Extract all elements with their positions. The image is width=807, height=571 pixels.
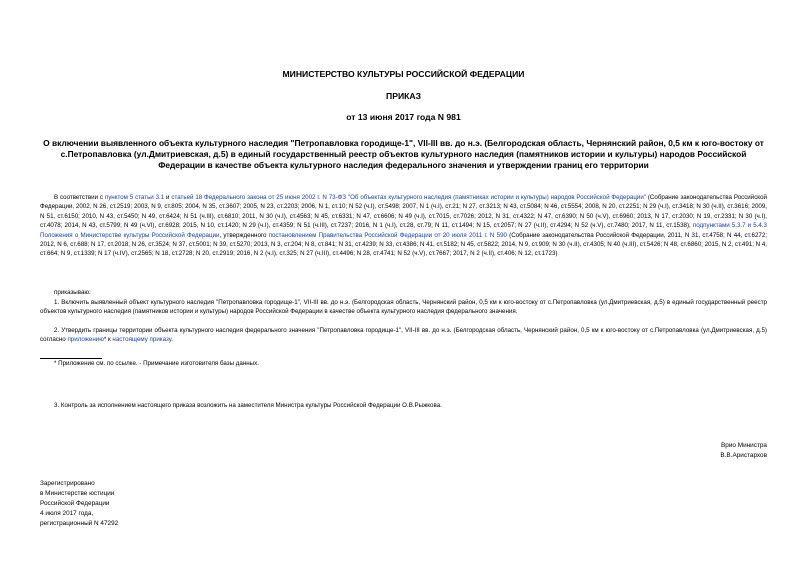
registration-line: Зарегистрировано [40,480,95,487]
signature-position: Врио Министра [721,442,767,449]
link-appendix[interactable]: приложению [67,336,104,344]
item-2-text-3: . [171,336,173,344]
ministry-heading: МИНИСТЕРСТВО КУЛЬТУРЫ РОССИЙСКОЙ ФЕДЕРАЦИИ [282,69,525,79]
preamble-text-3: (Собрание законодательства Российской Федерации, 2002, N 26, ст.2519; 2003, N 9, ст.805; 2004, N 35, ст.3607; 2005, N 23, ст.2203; 2006, N 1, ст.10; N 52 (ч.I), ст.5498; 2007, N 1 (ч.I), ст.21; N 27, ст.3213; N 43, ст.5084; N 46, ст.5554; 2008, N 20, ст.2251; N 29 (ч.I), ст.3418; N 30 (ч.II), ст.3616; 2009, N 51, ст.6150; 2010, N 43, ст.5450; N 49, ст.6424; N 51 (ч.III), ст.6810; 2011, N 30 (ч.I), ст.4563; N 45, ст.6331; N 47, ст.6606; N 49 (ч.I), ст.7015, ст.7026; 2012, N 31, ст.4322; N 47, ст.6390; N 50 (ч.V), ст.6960; 2013, N 17, ст.2030; N 19, ст.2331; N 30 (ч.I), ст.4078; 2014, N 43, ст.5799; N 49 (ч.VI), ст.6928; 2015, N 10, ст.1420; N 29 (ч.I), ст.4359; N 51 (ч.III), ст.7237; 2016, N 1 (ч.I), ст.28, ст.79; N 11, ст.1494; N 15, ст.2057; N 27 (ч.II), ст.4294; N 52 (ч.V), ст.7480; 2017, N 11, ст.1538), [40,194,767,230]
document-type: ПРИКАЗ [386,91,421,101]
registration-line: в Министерстве юстиции [40,490,115,497]
preamble-text-2: и [164,194,172,201]
item-2-text-2: * к [103,336,113,344]
preamble-text-5: (Собрание законодательства Российской Федерации, 2011, N 31, ст.4758; N 44, ст.6272; 2012, N 6, ст.688; N 17, ст.2018; N 26, ст.3524; N 37, ст.5001; N 39, ст.5270; 2013, N 3, ст.204; N 8, ст.841; N 31, ст.4239; N 33, ст.4386; N 41, ст.5182; N 45, ст.5822; 2014, N 9, ст.909; N 30 (ч.II), ст.4305; N 40 (ч.III), ст.5426; N 48, ст.6860; 2015, N 2, ст.491; N 4, ст.664; N 9, ст.1339; N 17 (ч.IV), ст.2565; N 18, ст.2728; N 20, ст.2919; 2016, N 2 (ч.I), ст.325; N 27 (ч.III), ст.4496; N 28, ст.4741; N 52 (ч.V), ст.7667; 2017, N 2 (ч.II), ст.406; N 12, ст.1723) [40,231,768,258]
registration-block [40,479,118,529]
registration-line: 4 июля 2017 года, [40,510,94,517]
document-title: О включении выявленного объекта культурного наследия "Петропавловка городище-1", VII-III вв. до н.э. (Белгородская область, Чернянский район, 0,5 км к юго-востоку от с.Петропавловка (ул.Дмитриевская, д.5) в единый государственный реестр объектов культурного наследия (памятников истории и культуры) народов Российской Федерации в качестве объекта культурного наследия федерального значения и утверждении границ его территории [43,138,764,171]
item-3 [40,401,767,410]
link-federal-law-73[interactable]: статьей 18 Федерального закона от 25 июня 2002 г. N 73-ФЗ "Об объектах культурного наследия (памятниках истории и культуры) народов Российской Федерации" [171,194,647,201]
item-1-text: 1. Включить выявленный объект культурного наследия "Петропавловка городище-1", VII-III вв. до н.э. (Белгородская область, Чернянский район, 0,5 км к юго-востоку от с.Петропавловка (ул.Дмитриевская, д.5) в единый государственный реестр объектов культурного наследия (памятников истории и культуры) народов Российской Федерации в качестве объекта культурного наследия федерального значения. [40,299,767,316]
preamble-paragraph [40,193,767,259]
preamble-text-1: В соответствии с [54,194,105,201]
document-date-number: от 13 июня 2017 года N 981 [346,112,461,122]
footnote [40,359,767,368]
preamble-text-4: , утвержденного [219,231,269,239]
item-2 [40,326,767,345]
item-3-text: 3. Контроль за исполнением настоящего приказа возложить на заместителя Министра культуры Российской Федерации О.В.Рыжкова. [54,402,442,409]
item-2-text-1: 2. Утвердить границы территории объекта культурного наследия федерального значения "Петропавловка городище-1", VII-III вв. до н.э. (Белгородская область, Чернянский район, 0,5 км к юго-востоку от с.Петропавловка (ул.Дмитриевская, д.5) согласно [40,327,767,344]
link-this-order[interactable]: настоящему приказу [112,336,172,344]
link-article-3-1[interactable]: пунктом 5 статьи 3.1 [104,194,165,201]
signature-name: В.В.Аристархов [720,452,767,459]
link-government-decree-590[interactable]: постановлением Правительства Российской Федерации от 20 июля 2011 г. N 590 [268,231,507,239]
footnote-text: * Приложение см. по ссылке. - Примечание изготовителя базы данных. [54,360,259,367]
registration-line: Российской Федерации [40,500,110,507]
link-ministry-regulation[interactable]: подпунктами 5.3.7 и 5.4.3 Положения о Министерстве культуры Российской Федерации [40,222,767,239]
signature-block [720,441,767,461]
item-1 [40,298,767,317]
registration-line: регистрационный N 47292 [40,520,119,527]
order-word [40,288,767,297]
order-word-text: приказываю: [54,289,91,296]
